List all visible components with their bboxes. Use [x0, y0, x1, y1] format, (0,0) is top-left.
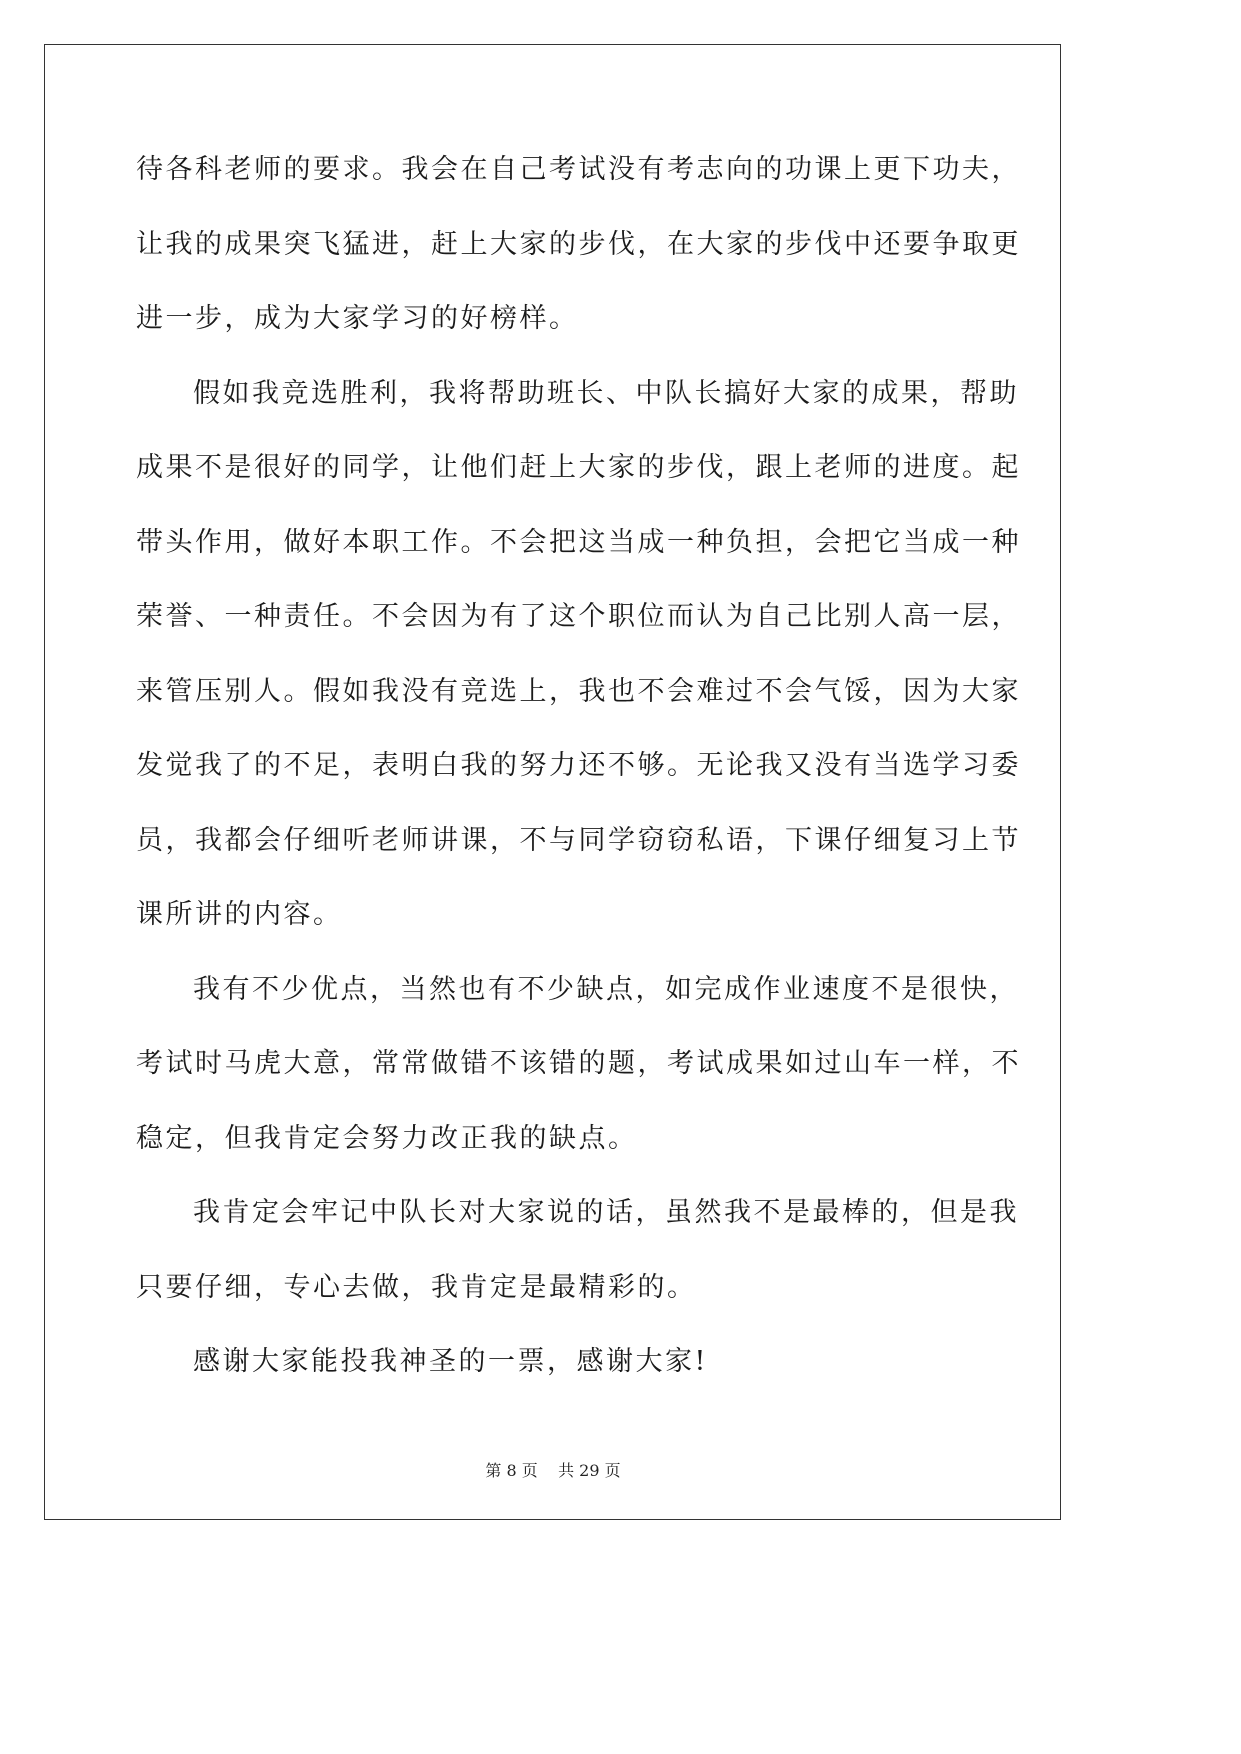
- text-line: 来管压别人。假如我没有竞选上，我也不会难过不会气馁，因为大家: [136, 675, 1021, 707]
- text-line: 发觉我了的不足，表明白我的努力还不够。无论我又没有当选学习委: [136, 750, 1021, 781]
- text-line: 稳定，但我肯定会努力改正我的缺点。: [136, 1122, 638, 1154]
- text-line: 成果不是很好的同学，让他们赶上大家的步伐，跟上老师的进度。起: [136, 452, 1021, 483]
- text-line: 让我的成果突飞猛进，赶上大家的步伐，在大家的步伐中还要争取更: [136, 228, 1021, 260]
- paragraph-first-line: 我肯定会牢记中队长对大家说的话，虽然我不是最棒的，但是我: [193, 1197, 1019, 1228]
- document-body: [136, 148, 1021, 1415]
- paragraph-first-line: 我有不少优点，当然也有不少缺点，如完成作业速度不是很快，: [193, 973, 1019, 1005]
- page-number-footer: 第 8 页 共 29 页: [485, 1461, 621, 1480]
- paragraph-first-line: 感谢大家能投我神圣的一票，感谢大家!: [193, 1346, 708, 1377]
- text-line: 荣誉、一种责任。不会因为有了这个职位而认为自己比别人高一层，: [136, 601, 1021, 632]
- text-line: 带头作用，做好本职工作。不会把这当成一种负担，会把它当成一种: [136, 526, 1021, 558]
- text-line: 课所讲的内容。: [136, 899, 343, 930]
- text-line: 待各科老师的要求。我会在自己考试没有考志向的功课上更下功夫，: [136, 154, 1021, 185]
- text-line: 考试时马虎大意，常常做错不该错的题，考试成果如过山车一样，不: [136, 1048, 1021, 1079]
- text-line: 只要仔细，专心去做，我肯定是最精彩的。: [136, 1271, 697, 1303]
- text-line: 进一步，成为大家学习的好榜样。: [136, 303, 579, 334]
- paragraph-first-line: 假如我竞选胜利，我将帮助班长、中队长搞好大家的成果，帮助: [193, 377, 1019, 409]
- text-line: 员，我都会仔细听老师讲课，不与同学窃窃私语，下课仔细复习上节: [136, 824, 1021, 856]
